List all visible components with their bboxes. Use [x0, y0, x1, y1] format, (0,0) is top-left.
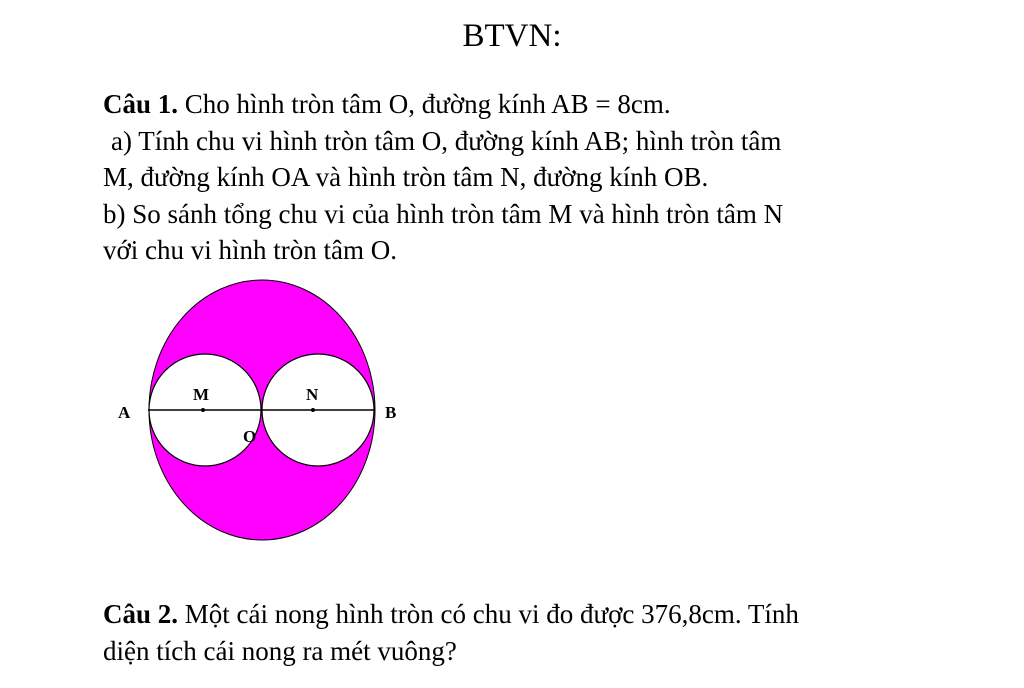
label-m: M [193, 385, 210, 404]
question-1-intro [103, 86, 963, 123]
question-1a-line-1: a) Tính chu vi hình tròn tâm O, đường kính AB; hình tròn tâm [111, 125, 782, 156]
question-2-label: Câu 2. [103, 599, 179, 629]
question-1-intro-text: Cho hình tròn tâm O, đường kính AB = 8cm. [178, 89, 671, 119]
question-1-label: Câu 1. [103, 89, 179, 119]
question-2-line-1 [103, 596, 963, 633]
question-2 [103, 596, 963, 669]
question-1b-line-1: b) So sánh tổng chu vi của hình tròn tâm M và hình tròn tâm N [103, 198, 784, 229]
question-2-line-2: diện tích cái nong ra mét vuông? [103, 635, 457, 666]
label-a: A [118, 403, 131, 422]
question-1b-line-2: với chu vi hình tròn tâm O. [103, 235, 397, 265]
page-title: BTVN: [462, 18, 562, 54]
label-o: O [243, 427, 257, 446]
circle-figure [100, 270, 420, 550]
question-1 [103, 86, 963, 269]
label-b: B [385, 403, 397, 422]
point-n [311, 408, 315, 412]
point-m [201, 408, 205, 412]
label-n: N [306, 385, 319, 404]
question-2-line-1-text: Một cái nong hình tròn có chu vi đo được 376,8cm. Tính [178, 599, 799, 629]
question-1a-line-2: M, đường kính OA và hình tròn tâm N, đường kính OB. [103, 162, 709, 192]
